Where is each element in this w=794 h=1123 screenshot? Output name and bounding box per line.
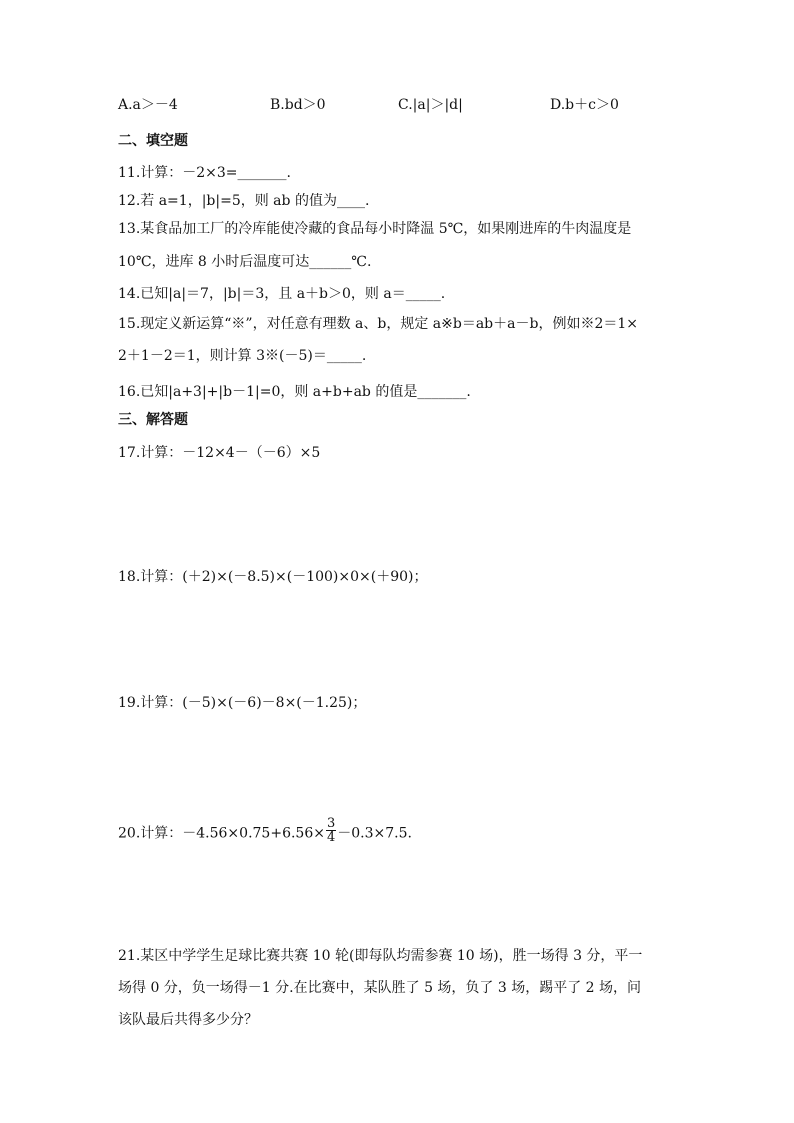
question-18: 18.计算：(＋2)×(－8.5)×(－100)×0×(＋90)； (118, 569, 428, 585)
question-14: 14.已知|a|＝7，|b|＝3，且 a＋b＞0，则 a＝_____. (118, 286, 446, 302)
fraction-three-quarters (326, 817, 336, 844)
question-13-line-1: 13.某食品加工厂的冷库能使冷藏的食品每小时降温 5℃，如果刚进库的牛肉温度是 (118, 221, 632, 237)
choice-c: C.|a|＞|d| (398, 97, 463, 113)
fraction-denominator: 4 (326, 830, 336, 845)
fraction-numerator: 3 (326, 816, 336, 831)
section-fill-in-title: 二、填空题 (118, 133, 188, 149)
question-19: 19.计算：(－5)×(－6)－8×(－1.25)； (118, 695, 367, 711)
question-21-line-3: 该队最后共得多少分？ (118, 1012, 258, 1028)
question-15-line-2: 2＋1－2＝1，则计算 3※(－5)＝_____. (118, 348, 367, 364)
choice-b: B.bd＞0 (270, 97, 326, 113)
question-11: 11.计算：－2×3=_______. (118, 165, 291, 181)
question-21-line-2: 场得 0 分，负一场得－1 分.在比赛中，某队胜了 5 场，负了 3 场，踢平了 2 场，问 (118, 980, 642, 996)
choice-a: A.a＞－4 (118, 97, 178, 113)
choice-d: D.b＋c＞0 (550, 97, 619, 113)
question-12: 12.若 a=1，|b|=5，则 ab 的值为____. (118, 193, 370, 209)
question-20-suffix: －0.3×7.5. (337, 825, 412, 842)
question-16: 16.已知|a+3|+|b－1|=0，则 a+b+ab 的值是_______. (118, 384, 471, 400)
question-15-line-1: 15.现定义新运算“※”，对任意有理数 a、b，规定 a※b＝ab＋a－b，例如※2＝1× (118, 316, 638, 332)
question-17: 17.计算：－12×4－（－6）×5 (118, 445, 321, 461)
question-21-line-1: 21.某区中学学生足球比赛共赛 10 轮(即每队均需参赛 10 场)，胜一场得 3 分，平一 (118, 948, 643, 964)
section-solve-title: 三、解答题 (118, 412, 188, 428)
question-13-line-2: 10℃，进库 8 小时后温度可达______℃. (118, 254, 372, 270)
question-20-prefix: 20.计算：－4.56×0.75+6.56× (118, 825, 325, 842)
question-20 (118, 816, 412, 847)
